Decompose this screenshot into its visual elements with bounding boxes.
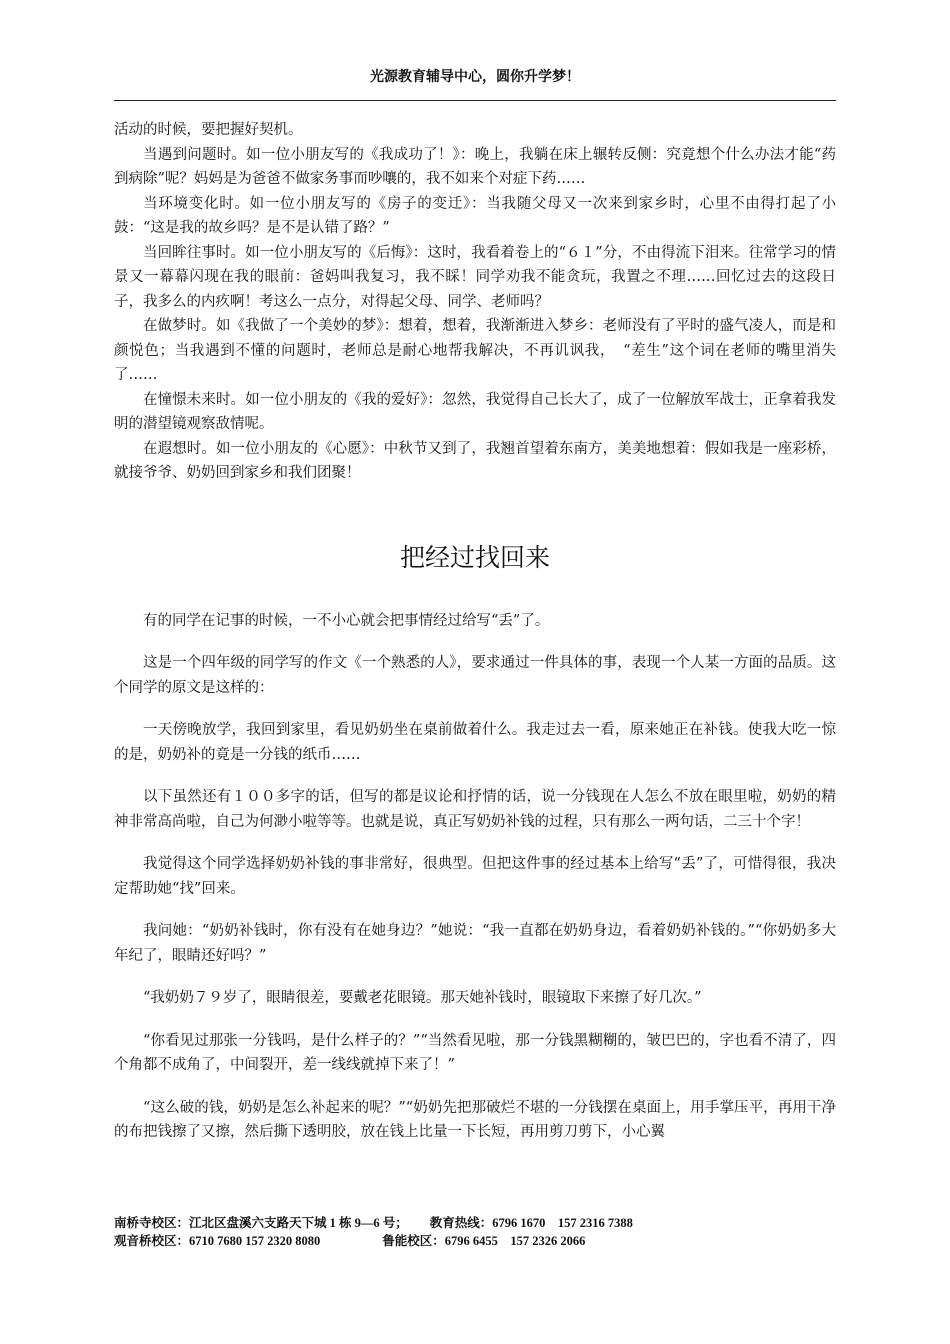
page-footer xyxy=(114,1214,836,1250)
paragraph: 当环境变化时。如一位小朋友写的《房子的变迁》：当我随父母又一次来到家乡时，心里不由得打起了小鼓：“这是我的故乡吗？是不是认错了路？” xyxy=(114,195,836,236)
footer-line-2 xyxy=(114,1232,836,1250)
paragraph: “我奶奶７９岁了，眼睛很差，要戴老花眼镜。那天她补钱时，眼镜取下来擦了好几次。” xyxy=(143,990,702,1006)
footer-line-1 xyxy=(114,1214,836,1232)
footer-hotline: 教育热线：6796 1670 157 2316 7388 xyxy=(429,1216,633,1230)
footer-campus-guanyinqiao: 观音桥校区：6710 7680 157 2320 8080 xyxy=(114,1234,321,1248)
paragraph: 我觉得这个同学选择奶奶补钱的事非常好，很典型。但把这件事的经过基本上给写“丢”了，可惜得很，我决定帮助她“找”回来。 xyxy=(114,856,836,897)
quoted-excerpt: 一天傍晚放学，我回到家里，看见奶奶坐在桌前做着什么。我走过去一看，原来她正在补钱。使我大吃一惊的是，奶奶补的竟是一分钱的纸币…… xyxy=(114,722,836,763)
paragraph: 在做梦时。如《我做了一个美妙的梦》：想着，想着，我渐渐进入梦乡：老师没有了平时的盛气凌人，而是和颜悦色；当我遇到不懂的问题时，老师总是耐心地帮我解决，不再讥讽我， “差生”这个词在老师的嘴里消失了…… xyxy=(114,318,836,383)
paragraph: 有的同学在记事的时候，一不小心就会把事情经过给写“丢”了。 xyxy=(143,612,550,629)
page-header xyxy=(114,66,836,86)
paragraph: 在遐想时。如一位小朋友的《心愿》：中秋节又到了，我翘首望着东南方，美美地想着：假如我是一座彩桥，就接爷爷、奶奶回到家乡和我们团聚！ xyxy=(114,440,836,481)
header-divider xyxy=(114,100,836,101)
section-title: 把经过找回来 xyxy=(399,542,550,572)
paragraph: “这么破的钱，奶奶是怎么补起来的呢？”“奶奶先把那破烂不堪的一分钱摆在桌面上，用手掌压平，再用干净的布把钱擦了又擦，然后撕下透明胶，放在钱上比量一下长短，再用剪刀剪下，小心翼 xyxy=(114,1099,836,1140)
footer-campus-address: 南桥寺校区：江北区盘溪六支路天下城 1 栋 9—6 号； xyxy=(114,1216,408,1230)
paragraph: 在憧憬未来时。如一位小朋友的《我的爱好》：忽然，我觉得自己长大了，成了一位解放军战士，正拿着我发明的潜望镜观察敌情呢。 xyxy=(114,391,836,432)
header-slogan: 光源教育辅导中心，圆你升学梦！ xyxy=(370,69,580,85)
paragraph: 我问她：“奶奶补钱时，你有没有在她身边？”她说：“我一直都在奶奶身边，看着奶奶补钱的。”“你奶奶多大年纪了，眼睛还好吗？” xyxy=(114,923,836,964)
paragraph: 当回眸往事时。如一位小朋友写的《后悔》：这时，我看着卷上的“６１”分，不由得流下泪来。往常学习的情景又一幕幕闪现在我的眼前：爸妈叫我复习，我不睬！同学劝我不能贪玩，我置之不理……回忆过去的这段日子，我多么的内疚啊！考这么一点分，对得起父母、同学、老师吗？ xyxy=(114,244,836,310)
document-body xyxy=(114,118,836,1145)
paragraph: 这是一个四年级的同学写的作文《一个熟悉的人》，要求通过一件具体的事，表现一个人某一方面的品质。这个同学的原文是这样的： xyxy=(114,655,836,696)
footer-campus-luneng: 鲁能校区：6796 6455 157 2326 2066 xyxy=(382,1234,586,1248)
paragraph: “你看见过那张一分钱吗，是什么样子的？”“当然看见啦，那一分钱黑糊糊的，皱巴巴的，字也看不清了，四个角都不成角了，中间裂开，差一线线就掉下来了！” xyxy=(114,1032,836,1073)
paragraph: 当遇到问题时。如一位小朋友写的《我成功了！》：晚上，我躺在床上辗转反侧：究竟想个什么办法才能“药到病除”呢？妈妈是为爸爸不做家务事而吵嚷的，我不如来个对症下药…… xyxy=(114,146,836,187)
paragraph: 活动的时候，要把握好契机。 xyxy=(114,122,303,138)
paragraph: 以下虽然还有１００多字的话，但写的都是议论和抒情的话，说一分钱现在人怎么不放在眼里啦，奶奶的精神非常高尚啦，自己为何渺小啦等等。也就是说，真正写奶奶补钱的过程，只有那么一两句话，二三十个字！ xyxy=(114,789,836,830)
